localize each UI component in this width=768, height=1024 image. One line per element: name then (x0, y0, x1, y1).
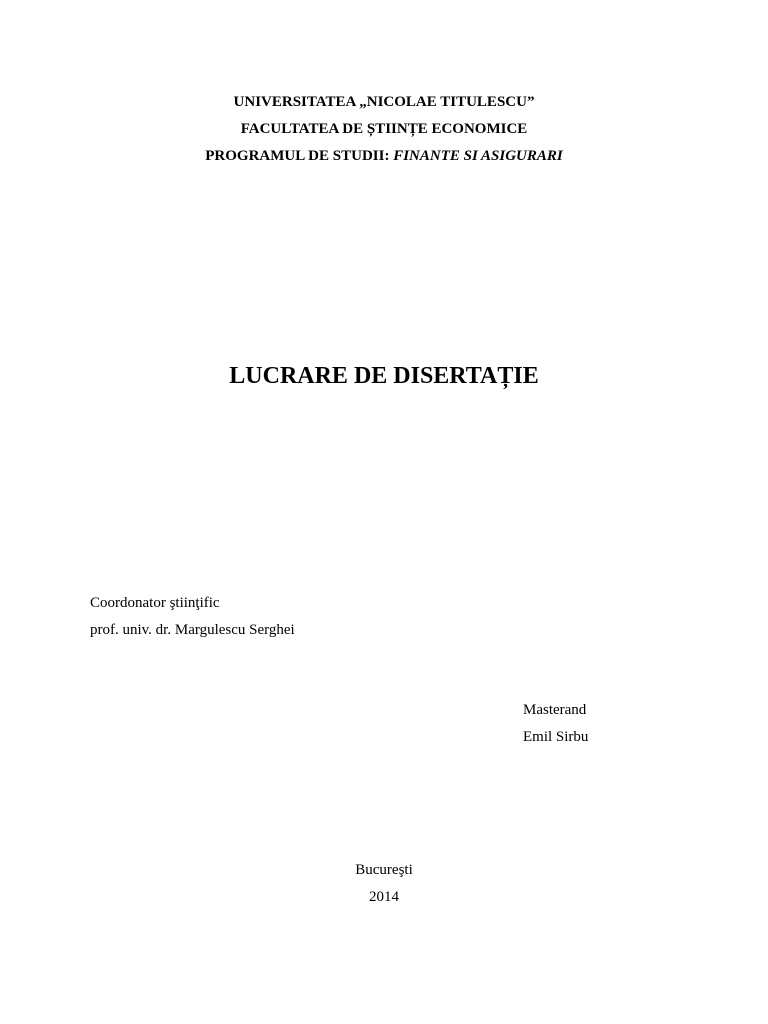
student-label: Masterand (523, 702, 587, 718)
university-name: UNIVERSITATEA „NICOLAE TITULESCU” (233, 94, 535, 110)
student-name: Emil Sirbu (523, 729, 589, 745)
study-program-label: PROGRAMUL DE STUDII: (205, 148, 394, 164)
coordinator-name: prof. univ. dr. Margulescu Serghei (90, 622, 295, 638)
study-program-value: FINANTE SI ASIGURARI (393, 148, 563, 164)
study-program (0, 147, 768, 165)
coordinator-label: Coordonator ştiinţific (90, 595, 220, 611)
faculty-name: FACULTATEA DE ȘTIINȚE ECONOMICE (240, 121, 528, 137)
city: Bucureşti (355, 862, 413, 878)
year: 2014 (369, 889, 399, 905)
document-title: LUCRARE DE DISERTAȚIE (229, 363, 539, 389)
